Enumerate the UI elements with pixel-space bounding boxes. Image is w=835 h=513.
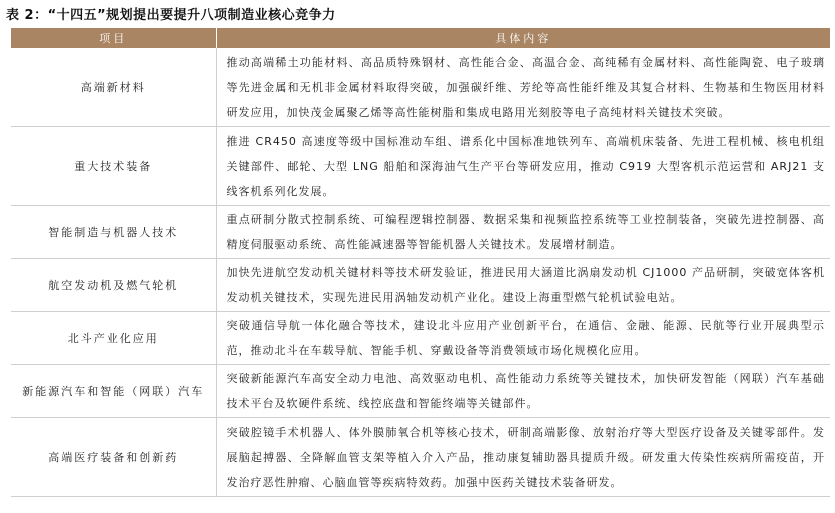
table-row (11, 206, 830, 259)
table-row (11, 365, 830, 418)
row-content: 重点研制分散式控制系统、可编程逻辑控制器、数据采集和视频监控系统等工业控制装备，突破先进控制器、高精度伺服驱动系统、高性能减速器等智能机器人关键技术。发展增材制造。 (216, 206, 830, 259)
row-item: 北斗产业化应用 (11, 312, 216, 365)
core-competitiveness-table (11, 28, 830, 497)
row-content: 突破新能源汽车高安全动力电池、高效驱动电机、高性能动力系统等关键技术，加快研发智能（网联）汽车基础技术平台及软硬件系统、线控底盘和智能终端等关键部件。 (216, 365, 830, 418)
row-item: 高端医疗装备和创新药 (11, 418, 216, 497)
table-row (11, 127, 830, 206)
row-item: 航空发动机及燃气轮机 (11, 259, 216, 312)
table-title: 表 2：“十四五”规划提出要提升八项制造业核心竞争力 (6, 8, 336, 23)
row-item: 重大技术装备 (11, 127, 216, 206)
row-content: 推进 CR450 高速度等级中国标准动车组、谱系化中国标准地铁列车、高端机床装备、先进工程机械、核电机组关键部件、邮轮、大型 LNG 船舶和深海油气生产平台等研发应用，推动 C919 大型客机示范运营和 ARJ21 支线客机系列化发展。 (216, 127, 830, 206)
table-row (11, 259, 830, 312)
header-item: 项目 (11, 28, 216, 48)
table-row (11, 48, 830, 127)
row-content: 推动高端稀土功能材料、高品质特殊钢材、高性能合金、高温合金、高纯稀有金属材料、高性能陶瓷、电子玻璃等先进金属和无机非金属材料取得突破，加强碳纤维、芳纶等高性能纤维及其复合材料、生物基和生物医用材料研发应用，加快茂金属聚乙烯等高性能树脂和集成电路用光刻胶等电子高纯材料关键技术突破。 (216, 48, 830, 127)
table-row (11, 312, 830, 365)
row-content: 突破通信导航一体化融合等技术，建设北斗应用产业创新平台，在通信、金融、能源、民航等行业开展典型示范，推动北斗在车载导航、智能手机、穿戴设备等消费领域市场化规模化应用。 (216, 312, 830, 365)
row-item: 智能制造与机器人技术 (11, 206, 216, 259)
table-header-row (11, 28, 830, 48)
row-content: 突破腔镜手术机器人、体外膜肺氧合机等核心技术，研制高端影像、放射治疗等大型医疗设备及关键零部件。发展脑起搏器、全降解血管支架等植入介入产品，推动康复辅助器具提质升级。研发重大传染性疾病所需疫苗，开发治疗恶性肿瘤、心脑血管等疾病特效药。加强中医药关键技术装备研发。 (216, 418, 830, 497)
row-item: 新能源汽车和智能（网联）汽车 (11, 365, 216, 418)
row-item: 高端新材料 (11, 48, 216, 127)
table-row (11, 418, 830, 497)
header-content: 具体内容 (216, 28, 830, 48)
row-content: 加快先进航空发动机关键材料等技术研发验证，推进民用大涵道比涡扇发动机 CJ1000 产品研制，突破宽体客机发动机关键技术，实现先进民用涡轴发动机产业化。建设上海重型燃气轮机试验电站。 (216, 259, 830, 312)
